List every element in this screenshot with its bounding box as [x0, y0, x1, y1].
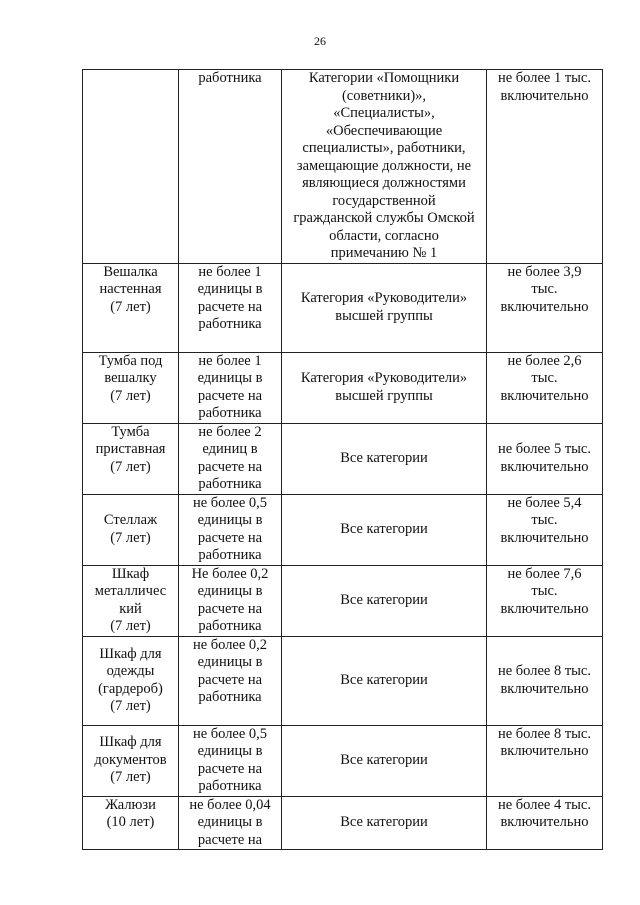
norm-cell: [179, 494, 282, 565]
staff-category: Все категории: [340, 520, 428, 537]
price-cell: [487, 636, 603, 725]
item-name: Стеллаж (7 лет): [103, 512, 158, 546]
norm-cell: [179, 565, 282, 636]
staff-category: Категория «Руководители» высшей группы: [300, 290, 468, 324]
item-cell: [83, 494, 179, 565]
category-cell: [282, 494, 487, 565]
item-name: Вешалка настенная (7 лет): [99, 263, 162, 315]
item-name: Шкаф для одежды (гардероб) (7 лет): [98, 645, 163, 714]
staff-category: Категории «Помощники (советники)», «Специалисты», «Обеспечивающие специалисты», работники, замещающие должности, не являющиеся должностями государственной гражданской службы Омской области, согласно примечанию № 1: [293, 70, 475, 261]
staff-category: Все категории: [340, 449, 428, 466]
item-cell: [83, 725, 179, 796]
staff-category: Категория «Руководители» высшей группы: [300, 370, 468, 404]
norm-cell: [179, 423, 282, 494]
price-limit: не более 3,9 тыс. включительно: [500, 263, 589, 315]
quantity-norm: не более 0,5 единицы в расчете на работника: [192, 725, 268, 794]
category-cell: [282, 796, 487, 850]
quantity-norm: не более 0,2 единицы в расчете на работника: [192, 636, 268, 705]
category-cell: [282, 423, 487, 494]
category-cell: [282, 352, 487, 423]
staff-category: Все категории: [340, 591, 428, 608]
furniture-norms-table: [82, 69, 603, 850]
price-limit: не более 8 тыс. включительно: [497, 663, 591, 697]
norm-cell: [179, 796, 282, 850]
staff-category: Все категории: [340, 751, 428, 768]
price-limit: не более 4 тыс. включительно: [497, 796, 591, 830]
price-limit: не более 1 тыс. включительно: [497, 70, 591, 104]
item-cell: [83, 263, 179, 352]
category-cell: [282, 70, 487, 264]
table-row: [83, 423, 603, 494]
table-row: [83, 70, 603, 264]
quantity-norm: не более 0,5 единицы в расчете на работника: [192, 494, 268, 563]
norm-cell: [179, 70, 282, 264]
price-cell: [487, 565, 603, 636]
item-name: Шкаф для документов (7 лет): [94, 734, 167, 786]
price-cell: [487, 263, 603, 352]
price-cell: [487, 423, 603, 494]
norm-cell: [179, 725, 282, 796]
table-row: [83, 494, 603, 565]
quantity-norm: не более 2 единиц в расчете на работника: [197, 423, 263, 492]
price-cell: [487, 70, 603, 264]
item-name: Жалюзи (10 лет): [105, 796, 156, 830]
page-number: 26: [314, 34, 326, 48]
price-cell: [487, 725, 603, 796]
table-row: [83, 565, 603, 636]
price-limit: не более 7,6 тыс. включительно: [500, 565, 589, 617]
table-row: [83, 263, 603, 352]
table-row: [83, 352, 603, 423]
norm-cell: [179, 636, 282, 725]
item-cell: [83, 796, 179, 850]
price-cell: [487, 494, 603, 565]
category-cell: [282, 636, 487, 725]
item-name: Шкаф металличес кий (7 лет): [94, 565, 167, 634]
item-cell: [83, 423, 179, 494]
item-name: Тумба приставная (7 лет): [95, 423, 166, 475]
item-name: Тумба под вешалку (7 лет): [98, 352, 163, 404]
quantity-norm: работника: [198, 70, 262, 86]
item-cell: [83, 565, 179, 636]
price-cell: [487, 352, 603, 423]
price-cell: [487, 796, 603, 850]
item-cell: [83, 70, 179, 264]
table-row: [83, 796, 603, 850]
price-limit: не более 8 тыс. включительно: [497, 725, 591, 759]
staff-category: Все категории: [340, 671, 428, 688]
price-limit: не более 2,6 тыс. включительно: [500, 352, 589, 404]
item-cell: [83, 352, 179, 423]
quantity-norm: Не более 0,2 единицы в расчете на работника: [191, 565, 269, 634]
price-limit: не более 5,4 тыс. включительно: [500, 494, 589, 546]
table-row: [83, 725, 603, 796]
category-cell: [282, 725, 487, 796]
category-cell: [282, 565, 487, 636]
staff-category: Все категории: [340, 814, 428, 830]
price-limit: не более 5 тыс. включительно: [497, 441, 591, 475]
category-cell: [282, 263, 487, 352]
quantity-norm: не более 1 единицы в расчете на работника: [197, 263, 263, 332]
norm-cell: [179, 263, 282, 352]
norm-cell: [179, 352, 282, 423]
item-cell: [83, 636, 179, 725]
quantity-norm: не более 0,04 единицы в расчете на: [189, 796, 271, 848]
table-row: [83, 636, 603, 725]
quantity-norm: не более 1 единицы в расчете на работника: [197, 352, 263, 421]
